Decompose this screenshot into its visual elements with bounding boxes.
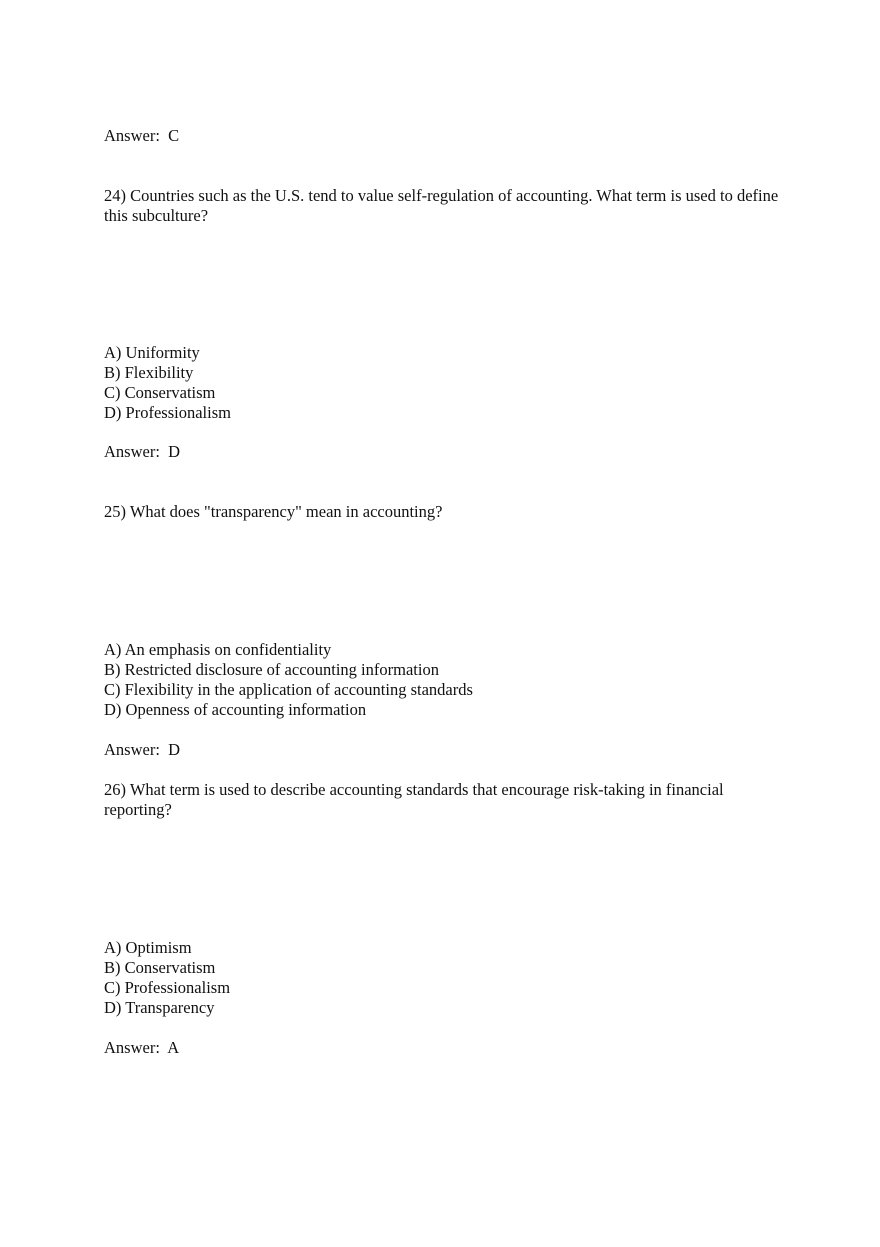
question-25-option-b: B) Restricted disclosure of accounting information [104,660,439,679]
question-25-option-d: D) Openness of accounting information [104,700,367,719]
question-24-text: 24) Countries such as the U.S. tend to value self-regulation of accounting. What term is used to define this subculture? [104,186,779,225]
answer-24: Answer: D [104,442,181,461]
answer-25: Answer: D [104,740,181,759]
question-25-text: 25) What does "transparency" mean in accounting? [104,502,443,521]
question-26-option-d: D) Transparency [104,998,215,1017]
question-24-option-c: C) Conservatism [104,383,216,402]
question-25-option-c: C) Flexibility in the application of accounting standards [104,680,473,699]
question-26-text: 26) What term is used to describe accounting standards that encourage risk-taking in financial reporting? [104,780,724,819]
answer-23: Answer: C [104,126,180,145]
question-26-option-c: C) Professionalism [104,978,231,997]
question-25-option-a: A) An emphasis on confidentiality [104,640,332,659]
question-26-option-b: B) Conservatism [104,958,216,977]
question-24-option-b: B) Flexibility [104,363,194,382]
question-24-option-d: D) Professionalism [104,403,231,422]
question-26-option-a: A) Optimism [104,938,192,957]
question-24-option-a: A) Uniformity [104,343,200,362]
answer-26: Answer: A [104,1038,180,1057]
